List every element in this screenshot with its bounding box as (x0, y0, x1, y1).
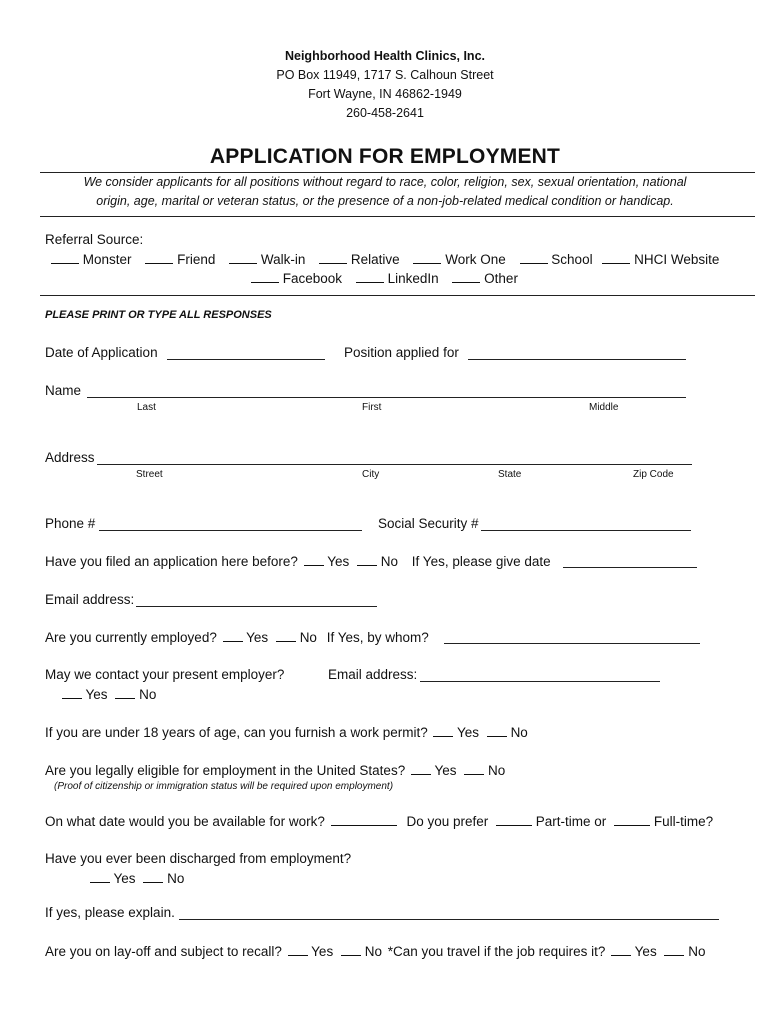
employer-name-field[interactable] (444, 643, 700, 644)
referral-friend-blank[interactable] (145, 251, 173, 264)
prefer-label: Do you prefer (406, 814, 489, 829)
employed-no: No (299, 630, 317, 645)
address-city-caption: City (362, 469, 380, 480)
phone-label: Phone # (45, 516, 96, 531)
under18-yes-blank[interactable] (433, 724, 453, 737)
contact-email-label: Email address: (328, 667, 418, 682)
employed-if-yes-label: If Yes, by whom? (326, 630, 429, 645)
employed-row (45, 629, 429, 646)
instruction-text: PLEASE PRINT OR TYPE ALL RESPONSES (45, 309, 272, 321)
availability-row (45, 813, 713, 830)
referral-friend: Friend (177, 252, 216, 267)
discharged-options (90, 870, 184, 887)
ssn-field[interactable] (481, 530, 691, 531)
referral-school-blank[interactable] (520, 251, 548, 264)
date-of-application-field[interactable] (167, 359, 325, 360)
under18-yes: Yes (457, 725, 480, 740)
eeo-statement-line2: origin, age, marital or veteran status, or the presence of a non-job-related medical condition or handicap. (96, 194, 674, 208)
travel-label: *Can you travel if the job requires it? (387, 944, 606, 959)
contact-yes-blank[interactable] (62, 686, 82, 699)
available-date-field[interactable] (331, 813, 397, 826)
discharged-no-blank[interactable] (143, 870, 163, 883)
discharged-no: No (167, 871, 185, 886)
contact-yes: Yes (85, 687, 108, 702)
travel-no-blank[interactable] (664, 943, 684, 956)
travel-yes: Yes (634, 944, 657, 959)
contact-no-blank[interactable] (115, 686, 135, 699)
form-title: APPLICATION FOR EMPLOYMENT (209, 145, 561, 168)
email-field[interactable] (136, 606, 377, 607)
part-time-label: Part-time or (535, 814, 607, 829)
filed-before-no: No (380, 554, 399, 569)
layoff-yes-blank[interactable] (288, 943, 308, 956)
referral-school: School (551, 252, 593, 267)
address-street-caption: Street (136, 469, 163, 480)
employed-yes-blank[interactable] (223, 629, 243, 642)
referral-website-blank[interactable] (602, 251, 630, 264)
date-of-application-label: Date of Application (45, 345, 158, 360)
discharged-label: Have you ever been discharged from employment? (45, 851, 352, 866)
under18-no: No (510, 725, 528, 740)
phone-field[interactable] (99, 530, 362, 531)
layoff-yes: Yes (311, 944, 334, 959)
employed-yes: Yes (246, 630, 269, 645)
address-label: Address (45, 450, 95, 465)
full-time-label: Full-time? (653, 814, 714, 829)
eligible-row (45, 762, 505, 779)
part-time-blank[interactable] (496, 813, 532, 826)
eligible-yes-blank[interactable] (411, 762, 431, 775)
employed-no-blank[interactable] (276, 629, 296, 642)
eligible-no: No (488, 763, 506, 778)
referral-label: Referral Source: (45, 232, 144, 247)
referral-facebook: Facebook (282, 271, 343, 286)
referral-monster: Monster (82, 252, 132, 267)
name-middle-caption: Middle (589, 402, 619, 413)
referral-linkedin: LinkedIn (387, 271, 439, 286)
filed-before-label: Have you filed an application here before? (45, 554, 298, 569)
filed-date-field[interactable] (563, 567, 697, 568)
position-field[interactable] (468, 359, 686, 360)
layoff-travel-row (45, 943, 706, 960)
eligible-yes: Yes (434, 763, 457, 778)
address-state-caption: State (498, 469, 522, 480)
eeo-divider (40, 216, 755, 217)
discharged-yes: Yes (113, 871, 136, 886)
under18-no-blank[interactable] (487, 724, 507, 737)
travel-no: No (688, 944, 706, 959)
email-label: Email address: (45, 592, 135, 607)
referral-walkin: Walk-in (260, 252, 306, 267)
referral-row1 (51, 251, 719, 268)
eligible-no-blank[interactable] (464, 762, 484, 775)
ssn-label: Social Security # (378, 516, 479, 531)
filed-before-yes-blank[interactable] (304, 553, 324, 566)
org-name: Neighborhood Health Clinics, Inc. (284, 49, 485, 63)
filed-before-yes: Yes (327, 554, 350, 569)
referral-relative-blank[interactable] (319, 251, 347, 264)
referral-facebook-blank[interactable] (251, 270, 279, 283)
eeo-statement-line1: We consider applicants for all positions without regard to race, color, religion, sex, sexual orientation, national (83, 175, 687, 189)
name-first-caption: First (362, 402, 382, 413)
org-phone: 260-458-2641 (346, 106, 424, 120)
address-zip-caption: Zip Code (633, 469, 674, 480)
discharged-yes-blank[interactable] (90, 870, 110, 883)
referral-website: NHCI Website (634, 252, 720, 267)
layoff-no-blank[interactable] (341, 943, 361, 956)
org-address-line1: PO Box 11949, 1717 S. Calhoun Street (276, 68, 494, 82)
layoff-label: Are you on lay-off and subject to recall? (45, 944, 282, 959)
name-last-caption: Last (137, 402, 156, 413)
referral-other: Other (484, 271, 518, 286)
under18-row (45, 724, 528, 741)
org-address-line2: Fort Wayne, IN 46862-1949 (308, 87, 462, 101)
filed-if-yes-label: If Yes, please give date (411, 554, 551, 569)
name-label: Name (45, 383, 82, 398)
filed-before-no-blank[interactable] (357, 553, 377, 566)
referral-row2 (251, 270, 518, 287)
explain-label: If yes, please explain. (45, 905, 175, 920)
eligible-note: (Proof of citizenship or immigration status will be required upon employment) (54, 781, 394, 792)
full-time-blank[interactable] (614, 813, 650, 826)
explain-field[interactable] (179, 919, 719, 920)
referral-linkedin-blank[interactable] (356, 270, 384, 283)
referral-monster-blank[interactable] (51, 251, 79, 264)
referral-divider (40, 295, 755, 296)
employed-label: Are you currently employed? (45, 630, 217, 645)
referral-walkin-blank[interactable] (229, 251, 257, 264)
name-field[interactable] (87, 397, 686, 398)
under18-label: If you are under 18 years of age, can you furnish a work permit? (45, 725, 428, 740)
referral-relative: Relative (350, 252, 400, 267)
contact-no: No (139, 687, 157, 702)
contact-employer-label: May we contact your present employer? (45, 667, 285, 682)
contact-email-field[interactable] (420, 681, 660, 682)
referral-workone-blank[interactable] (413, 251, 441, 264)
referral-workone: Work One (445, 252, 506, 267)
referral-other-blank[interactable] (452, 270, 480, 283)
filed-before-row (45, 553, 551, 570)
address-field[interactable] (97, 464, 692, 465)
eligible-label: Are you legally eligible for employment in the United States? (45, 763, 406, 778)
contact-employer-options (62, 686, 156, 703)
available-date-label: On what date would you be available for work? (45, 814, 325, 829)
travel-yes-blank[interactable] (611, 943, 631, 956)
layoff-no: No (364, 944, 382, 959)
position-label: Position applied for (344, 345, 459, 360)
